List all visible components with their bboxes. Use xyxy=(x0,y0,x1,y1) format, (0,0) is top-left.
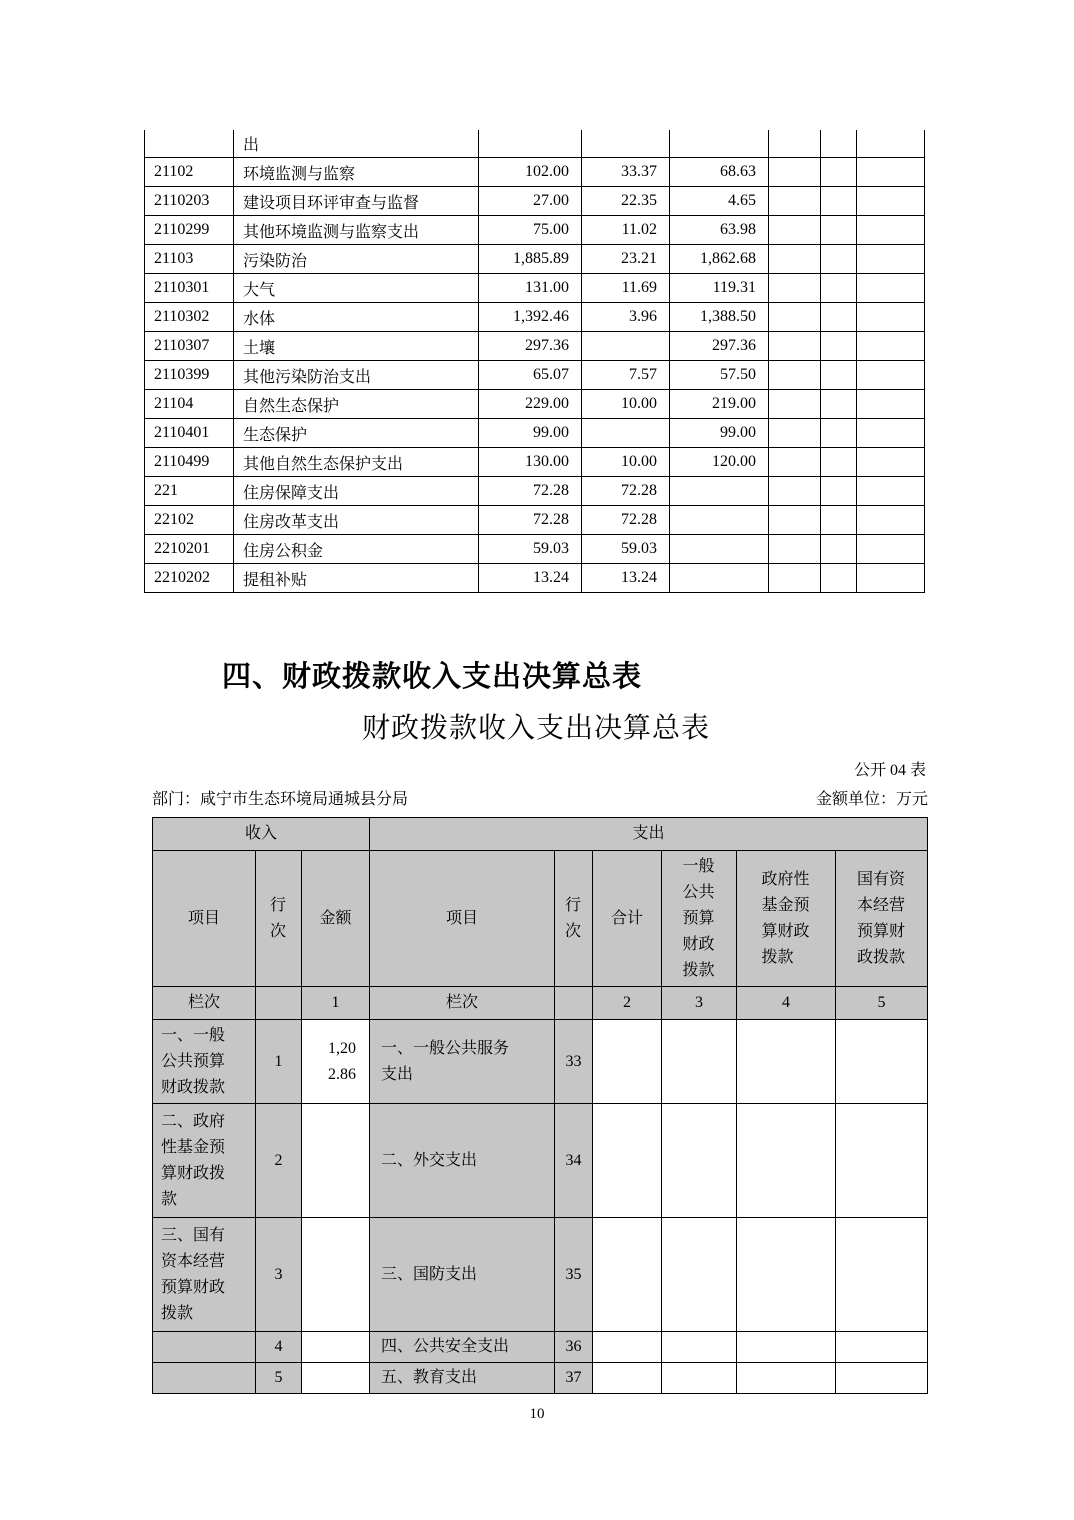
code-cell: 2110203 xyxy=(145,187,234,216)
empty-cell xyxy=(769,245,821,274)
line-no-cell: 1 xyxy=(256,1020,302,1104)
empty-cell xyxy=(857,158,925,187)
empty-cell xyxy=(857,419,925,448)
empty-cell xyxy=(821,245,857,274)
table-row xyxy=(145,390,925,419)
empty-cell xyxy=(836,1020,928,1104)
empty-cell xyxy=(821,477,857,506)
empty-cell xyxy=(821,216,857,245)
amount-cell: 1,392.46 xyxy=(479,303,582,332)
name-cell: 建设项目环评审查与监督 xyxy=(234,187,479,216)
table-row xyxy=(153,1332,928,1363)
code-cell: 22102 xyxy=(145,506,234,535)
section-heading: 四、财政拨款收入支出决算总表 xyxy=(222,661,643,693)
line-no-cell: 34 xyxy=(555,1104,593,1218)
name-cell: 土壤 xyxy=(234,332,479,361)
code-cell: 2110401 xyxy=(145,419,234,448)
table-row xyxy=(145,216,925,245)
table-row xyxy=(145,448,925,477)
empty-cell xyxy=(857,361,925,390)
empty-cell xyxy=(769,187,821,216)
column-number-cell: 2 xyxy=(593,987,662,1020)
amount-cell: 1,885.89 xyxy=(479,245,582,274)
empty-cell xyxy=(769,216,821,245)
column-header: 金额 xyxy=(302,851,370,987)
name-cell: 其他污染防治支出 xyxy=(234,361,479,390)
empty-cell xyxy=(857,564,925,593)
expense-item-cell: 二、外交支出 xyxy=(370,1104,555,1218)
table-row xyxy=(145,477,925,506)
amount-cell: 72.28 xyxy=(479,477,582,506)
empty-cell xyxy=(821,506,857,535)
empty-cell xyxy=(769,361,821,390)
column-number-cell: 1 xyxy=(302,987,370,1020)
empty-cell xyxy=(256,987,302,1020)
amount-cell: 1,202.86 xyxy=(302,1020,370,1104)
empty-cell xyxy=(836,1332,928,1363)
amount-cell: 75.00 xyxy=(479,216,582,245)
empty-cell xyxy=(593,1020,662,1104)
name-cell: 提租补贴 xyxy=(234,564,479,593)
amount-cell: 120.00 xyxy=(670,448,769,477)
empty-cell xyxy=(821,361,857,390)
empty-cell xyxy=(593,1218,662,1332)
empty-cell xyxy=(857,274,925,303)
amount-cell: 7.57 xyxy=(582,361,670,390)
amount-cell: 10.00 xyxy=(582,390,670,419)
column-number-cell: 3 xyxy=(662,987,737,1020)
amount-cell xyxy=(670,564,769,593)
line-no-cell: 35 xyxy=(555,1218,593,1332)
column-header: 行次 xyxy=(256,851,302,987)
empty-cell xyxy=(662,1363,737,1394)
empty-cell xyxy=(662,1020,737,1104)
amount-cell xyxy=(302,1332,370,1363)
table-row xyxy=(145,419,925,448)
amount-cell: 130.00 xyxy=(479,448,582,477)
amount-cell: 59.03 xyxy=(479,535,582,564)
code-cell: 2110307 xyxy=(145,332,234,361)
column-header: 国有资本经营预算财政拨款 xyxy=(836,851,928,987)
table-row xyxy=(153,1104,928,1218)
empty-cell xyxy=(821,564,857,593)
empty-cell xyxy=(593,1104,662,1218)
empty-cell xyxy=(769,419,821,448)
empty-cell xyxy=(821,332,857,361)
empty-cell xyxy=(857,303,925,332)
lanci-cell: 栏次 xyxy=(370,987,555,1020)
code-cell: 21104 xyxy=(145,390,234,419)
empty-cell xyxy=(857,477,925,506)
empty-cell xyxy=(769,130,821,158)
amount-cell xyxy=(670,477,769,506)
amount-cell: 1,388.50 xyxy=(670,303,769,332)
table-row xyxy=(153,987,928,1020)
code-cell: 21103 xyxy=(145,245,234,274)
amount-cell: 72.28 xyxy=(582,506,670,535)
empty-cell xyxy=(857,187,925,216)
empty-cell xyxy=(737,1363,836,1394)
table-row xyxy=(145,158,925,187)
empty-cell xyxy=(857,390,925,419)
table-row xyxy=(145,130,925,158)
name-cell: 生态保护 xyxy=(234,419,479,448)
empty-cell xyxy=(593,1363,662,1394)
table-row xyxy=(145,187,925,216)
line-no-cell: 36 xyxy=(555,1332,593,1363)
code-cell: 21102 xyxy=(145,158,234,187)
income-item-cell: 二、政府性基金预算财政拨款 xyxy=(153,1104,256,1218)
amount-cell: 11.69 xyxy=(582,274,670,303)
empty-cell xyxy=(821,187,857,216)
amount-cell: 3.96 xyxy=(582,303,670,332)
page-number: 10 xyxy=(529,1406,545,1422)
empty-cell xyxy=(857,216,925,245)
empty-cell xyxy=(857,506,925,535)
amount-cell: 27.00 xyxy=(479,187,582,216)
table-row xyxy=(153,818,928,851)
sheet-number-label: 公开 04 表 xyxy=(853,762,926,779)
income-header: 收入 xyxy=(153,818,370,851)
table-title: 财政拨款收入支出决算总表 xyxy=(361,713,710,744)
table-row xyxy=(145,506,925,535)
name-cell: 住房公积金 xyxy=(234,535,479,564)
amount-cell: 11.02 xyxy=(582,216,670,245)
column-number-cell: 5 xyxy=(836,987,928,1020)
table-row xyxy=(153,851,928,987)
line-no-cell: 4 xyxy=(256,1332,302,1363)
amount-cell: 57.50 xyxy=(670,361,769,390)
empty-cell xyxy=(821,274,857,303)
code-cell: 2110301 xyxy=(145,274,234,303)
income-item-cell xyxy=(153,1332,256,1363)
amount-cell: 99.00 xyxy=(479,419,582,448)
code-cell: 2110399 xyxy=(145,361,234,390)
table-row xyxy=(145,274,925,303)
department-label: 部门：咸宁市生态环境局通城县分局 xyxy=(152,791,409,808)
empty-cell xyxy=(857,245,925,274)
amount-cell: 297.36 xyxy=(670,332,769,361)
amount-cell: 72.28 xyxy=(582,477,670,506)
name-cell: 自然生态保护 xyxy=(234,390,479,419)
empty-cell xyxy=(769,535,821,564)
empty-cell xyxy=(662,1332,737,1363)
empty-cell xyxy=(769,506,821,535)
table-row xyxy=(145,303,925,332)
empty-cell xyxy=(670,130,769,158)
line-no-cell: 37 xyxy=(555,1363,593,1394)
table-meta-row xyxy=(152,786,928,809)
name-cell: 环境监测与监察 xyxy=(234,158,479,187)
name-cell: 住房改革支出 xyxy=(234,506,479,535)
table-row xyxy=(153,1363,928,1394)
column-number-cell: 4 xyxy=(737,987,836,1020)
income-item-cell xyxy=(153,1363,256,1394)
amount-cell: 65.07 xyxy=(479,361,582,390)
amount-cell xyxy=(670,506,769,535)
empty-cell xyxy=(836,1363,928,1394)
column-header: 政府性基金预算财政拨款 xyxy=(737,851,836,987)
empty-cell xyxy=(555,987,593,1020)
amount-cell: 10.00 xyxy=(582,448,670,477)
empty-cell xyxy=(769,448,821,477)
amount-cell: 219.00 xyxy=(670,390,769,419)
income-item-cell: 三、国有资本经营预算财政拨款 xyxy=(153,1218,256,1332)
empty-cell xyxy=(821,419,857,448)
table-row xyxy=(153,1020,928,1104)
code-cell: 2210201 xyxy=(145,535,234,564)
code-cell: 2110499 xyxy=(145,448,234,477)
empty-cell xyxy=(857,535,925,564)
table-row xyxy=(153,1218,928,1332)
column-header: 一般公共预算财政拨款 xyxy=(662,851,737,987)
expense-item-cell: 五、教育支出 xyxy=(370,1363,555,1394)
table-row xyxy=(145,361,925,390)
empty-cell xyxy=(737,1332,836,1363)
empty-cell xyxy=(737,1020,836,1104)
empty-cell xyxy=(857,448,925,477)
table-row xyxy=(145,564,925,593)
code-cell: 2210202 xyxy=(145,564,234,593)
budget-expenditure-table xyxy=(144,130,925,593)
empty-cell xyxy=(821,130,857,158)
empty-cell xyxy=(769,303,821,332)
column-header: 合计 xyxy=(593,851,662,987)
empty-cell xyxy=(769,390,821,419)
empty-cell xyxy=(479,130,582,158)
amount-cell: 59.03 xyxy=(582,535,670,564)
amount-cell xyxy=(302,1218,370,1332)
name-cell: 污染防治 xyxy=(234,245,479,274)
amount-cell: 297.36 xyxy=(479,332,582,361)
empty-cell xyxy=(769,274,821,303)
amount-cell: 72.28 xyxy=(479,506,582,535)
table-row xyxy=(145,245,925,274)
expense-item-cell: 四、公共安全支出 xyxy=(370,1332,555,1363)
empty-cell xyxy=(769,477,821,506)
amount-cell: 102.00 xyxy=(479,158,582,187)
code-cell: 2110299 xyxy=(145,216,234,245)
column-header: 项目 xyxy=(370,851,555,987)
empty-cell xyxy=(737,1104,836,1218)
amount-cell: 13.24 xyxy=(582,564,670,593)
amount-cell xyxy=(302,1363,370,1394)
empty-cell xyxy=(836,1104,928,1218)
empty-cell xyxy=(821,158,857,187)
table-row xyxy=(145,332,925,361)
lanci-cell: 栏次 xyxy=(153,987,256,1020)
line-no-cell: 5 xyxy=(256,1363,302,1394)
code-cell: 221 xyxy=(145,477,234,506)
amount-cell: 229.00 xyxy=(479,390,582,419)
income-item-cell: 一、一般公共预算财政拨款 xyxy=(153,1020,256,1104)
empty-cell xyxy=(737,1218,836,1332)
amount-cell: 22.35 xyxy=(582,187,670,216)
amount-cell: 63.98 xyxy=(670,216,769,245)
name-cell: 其他环境监测与监察支出 xyxy=(234,216,479,245)
empty-cell xyxy=(857,130,925,158)
amount-cell xyxy=(302,1104,370,1218)
empty-cell xyxy=(769,564,821,593)
empty-cell xyxy=(821,390,857,419)
line-no-cell: 3 xyxy=(256,1218,302,1332)
empty-cell xyxy=(821,448,857,477)
empty-cell xyxy=(593,1332,662,1363)
line-no-cell: 33 xyxy=(555,1020,593,1104)
column-header: 项目 xyxy=(153,851,256,987)
name-cell: 出 xyxy=(234,130,479,158)
amount-cell: 119.31 xyxy=(670,274,769,303)
column-header: 行次 xyxy=(555,851,593,987)
line-no-cell: 2 xyxy=(256,1104,302,1218)
empty-cell xyxy=(857,332,925,361)
empty-cell xyxy=(662,1218,737,1332)
name-cell: 大气 xyxy=(234,274,479,303)
amount-cell: 1,862.68 xyxy=(670,245,769,274)
amount-cell xyxy=(582,332,670,361)
expense-header: 支出 xyxy=(370,818,928,851)
fiscal-appropriation-summary-table xyxy=(152,817,928,1394)
amount-cell xyxy=(582,419,670,448)
empty-cell xyxy=(821,303,857,332)
empty-cell xyxy=(836,1218,928,1332)
amount-cell: 13.24 xyxy=(479,564,582,593)
empty-cell xyxy=(662,1104,737,1218)
expense-item-cell: 三、国防支出 xyxy=(370,1218,555,1332)
name-cell: 住房保障支出 xyxy=(234,477,479,506)
amount-cell: 33.37 xyxy=(582,158,670,187)
amount-cell: 131.00 xyxy=(479,274,582,303)
amount-cell xyxy=(670,535,769,564)
name-cell: 其他自然生态保护支出 xyxy=(234,448,479,477)
empty-cell xyxy=(769,158,821,187)
amount-cell: 99.00 xyxy=(670,419,769,448)
empty-cell xyxy=(769,332,821,361)
amount-cell: 4.65 xyxy=(670,187,769,216)
name-cell: 水体 xyxy=(234,303,479,332)
code-cell xyxy=(145,130,234,158)
amount-unit-label: 金额单位：万元 xyxy=(815,791,928,808)
empty-cell xyxy=(821,535,857,564)
amount-cell: 23.21 xyxy=(582,245,670,274)
empty-cell xyxy=(582,130,670,158)
expense-item-cell: 一、一般公共服务支出 xyxy=(370,1020,555,1104)
table-row xyxy=(145,535,925,564)
code-cell: 2110302 xyxy=(145,303,234,332)
amount-cell: 68.63 xyxy=(670,158,769,187)
